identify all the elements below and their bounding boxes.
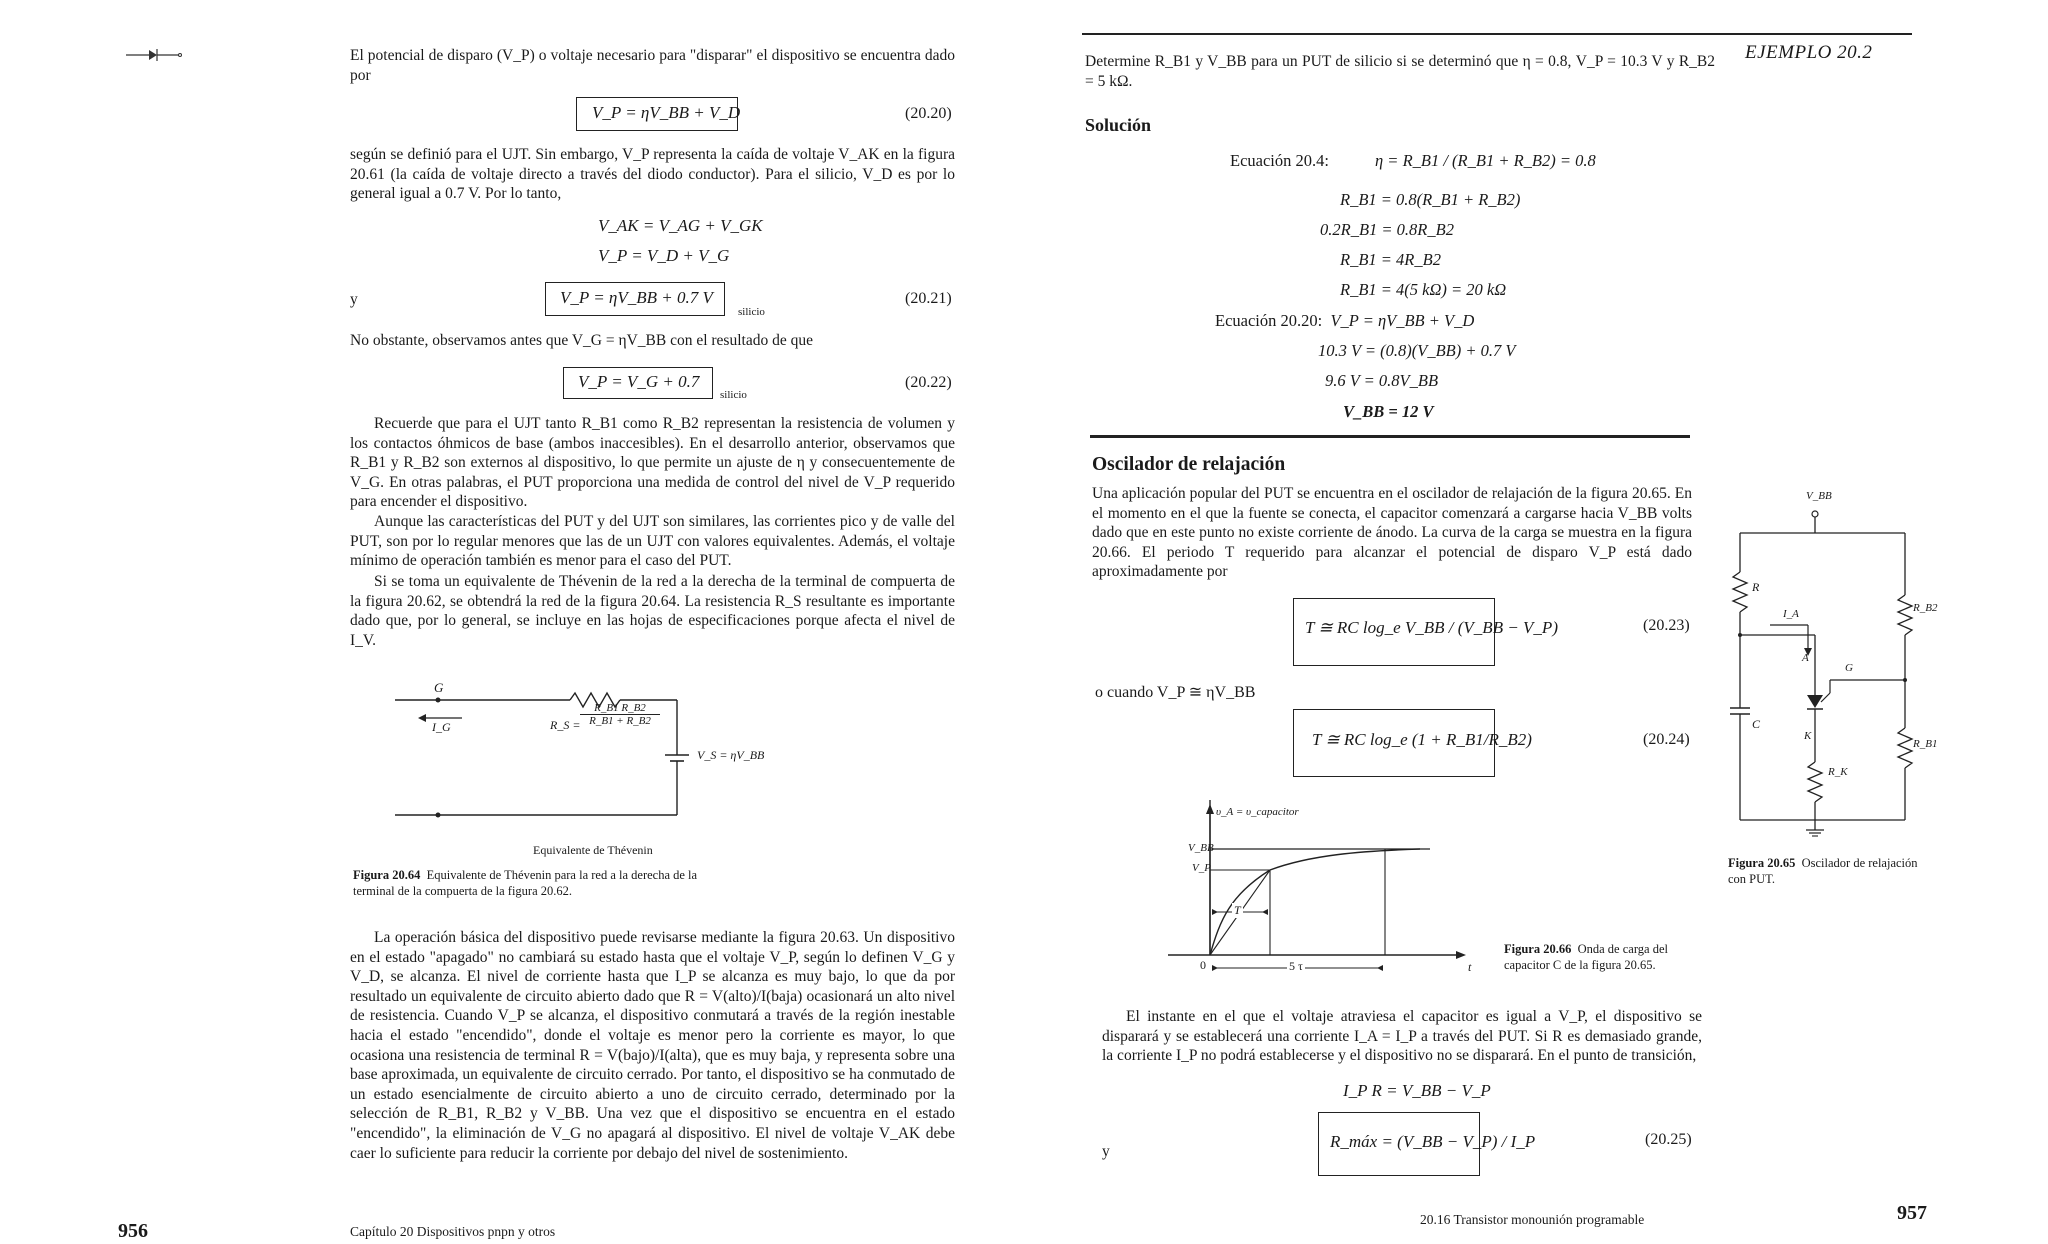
vbb-label: V_BB — [1806, 490, 1832, 502]
silicon-note: silicio — [720, 389, 747, 401]
capacitor-label: C — [1752, 717, 1761, 731]
paragraph-aunque: Aunque las características del PUT y del UJT son similares, las corrientes pico y de valle del PUT, son por lo regular menores que las de un UJT con valores equivalentes. Además, el voltaje mínimo de operación también es menor para el caso del PUT. — [350, 513, 955, 570]
rk-label: R_K — [1828, 766, 1848, 778]
ia-label: I_A — [1783, 608, 1799, 620]
equation-20-21: V_P = ηV_BB + 0.7 V — [560, 288, 713, 307]
equation-20-23: T ≅ RC log_e V_BB / (V_BB − V_P) — [1305, 618, 1558, 637]
solution-line-2: R_B1 = 0.8(R_B1 + R_B2) — [1340, 190, 1521, 209]
equation-number: (20.22) — [905, 374, 952, 391]
example-statement: Determine R_B1 y V_BB para un PUT de silicio si se determinó que η = 0.8, V_P = 10.3 V y R_B2 = 5 kΩ. — [1085, 53, 1715, 90]
figure-caption-label: Figura 20.66 — [1504, 942, 1572, 956]
page-number: 956 — [118, 1220, 148, 1242]
solution-line-label: Ecuación 20.20: — [1215, 311, 1323, 330]
five-tau-label: 5 τ — [1289, 959, 1303, 973]
put-relaxation-oscillator-diagram — [1720, 500, 1940, 840]
rb1-label: R_B1 — [1913, 738, 1938, 750]
diode-symbol-icon — [124, 40, 184, 70]
time-axis-label: t — [1468, 960, 1472, 974]
page-footer: Capítulo 20 Dispositivos pnpn y otros — [350, 1224, 556, 1239]
conjunction-y: y — [350, 291, 358, 308]
equation-vak: V_AK = V_AG + V_GK — [598, 216, 763, 235]
figure-caption — [1504, 941, 1704, 973]
rs-fraction — [580, 702, 660, 727]
vs-label: V_S = ηV_BB — [697, 748, 765, 762]
equation-20-25: R_máx = (V_BB − V_P) / I_P — [1330, 1132, 1536, 1151]
example-label: EJEMPLO 20.2 — [1745, 42, 1873, 63]
figure-caption-text: Onda de carga del capacitor C de la figura 20.65. — [1504, 942, 1668, 972]
solution-line-6 — [1215, 311, 1635, 331]
solution-line-3: 0.2R_B1 = 0.8R_B2 — [1320, 220, 1454, 239]
o-cuando-text: o cuando V_P ≅ ηV_BB — [1095, 684, 1256, 701]
equation-number: (20.21) — [905, 290, 952, 307]
section-title: Oscilador de relajación — [1092, 454, 1286, 475]
figure-caption-text: Oscilador de relajación con PUT. — [1728, 856, 1918, 886]
solution-line-8: 9.6 V = 0.8V_BB — [1325, 371, 1439, 390]
paragraph-recuerde: Recuerde que para el UJT tanto R_B1 como R_B2 representan la resistencia de volumen y los contactos óhmicos de base (ambos inaccesibles). En el desarrollo anterior, observamos que R_B1 y R_B2 son externos al dispositivo, lo que permite un ajuste de η y consecuentemente de V_G. En otras palabras, el PUT proporciona una medida de control del nivel de V_P requerido para encender el dispositivo. — [350, 415, 955, 511]
cathode-label: K — [1804, 730, 1812, 742]
equation-number: (20.20) — [905, 105, 952, 122]
period-label: T — [1234, 903, 1241, 917]
top-rule — [1082, 33, 1912, 35]
solution-line-7: 10.3 V = (0.8)(V_BB) + 0.7 V — [1318, 341, 1516, 360]
gate-current-label: I_G — [432, 720, 451, 734]
solution-line-9: V_BB = 12 V — [1343, 402, 1434, 421]
page-footer: 20.16 Transistor monounión programable — [1420, 1212, 1645, 1227]
equation-20-20: V_P = ηV_BB + V_D — [592, 103, 741, 122]
solution-line-expr: V_P = ηV_BB + V_D — [1330, 311, 1475, 330]
capacitor-charge-waveform — [1160, 800, 1480, 990]
equation-20-24: T ≅ RC log_e (1 + R_B1/R_B2) — [1312, 730, 1532, 749]
solution-line-4: R_B1 = 4R_B2 — [1340, 250, 1441, 269]
conjunction-y: y — [1102, 1143, 1110, 1160]
silicon-note: silicio — [738, 306, 765, 318]
rs-numerator: R_B1 R_B2 — [580, 702, 660, 715]
equation-number: (20.25) — [1645, 1131, 1692, 1148]
figure-caption-label: Figura 20.65 — [1728, 856, 1796, 870]
solution-line-5: R_B1 = 4(5 kΩ) = 20 kΩ — [1340, 280, 1507, 299]
r-label: R — [1752, 580, 1760, 594]
equation-20-22: V_P = V_G + 0.7 — [578, 372, 700, 391]
rs-denominator: R_B1 + R_B2 — [589, 715, 651, 727]
solution-line-expr: η = R_B1 / (R_B1 + R_B2) = 0.8 — [1375, 151, 1596, 170]
solution-heading: Solución — [1085, 115, 1152, 135]
equation-ipr: I_P R = V_BB − V_P — [1343, 1081, 1491, 1100]
figure-caption — [1728, 855, 1928, 887]
intro-paragraph: El potencial de disparo (V_P) o voltaje necesario para "disparar" el dispositivo se encuentra dado por — [350, 47, 955, 84]
paragraph-no-obstante: No obstante, observamos antes que V_G = ηV_BB con el resultado de que — [350, 332, 813, 349]
gate-label: G — [1845, 662, 1853, 674]
gate-label: G — [434, 680, 444, 695]
section-rule — [1090, 435, 1690, 438]
anode-label: A — [1802, 652, 1809, 664]
solution-line-label: Ecuación 20.4: — [1230, 151, 1329, 170]
equation-vp: V_P = V_D + V_G — [598, 246, 730, 265]
origin-label: 0 — [1200, 958, 1206, 972]
paragraph-segun: según se definió para el UJT. Sin embargo, V_P representa la caída de voltaje V_AK en la figura 20.61 (la caída de voltaje directo a través del diodo conductor). Para el silicio, V_D es por lo general igual a 0.7 V. Por lo tanto, — [350, 146, 955, 203]
equation-number: (20.24) — [1643, 731, 1690, 748]
paragraph-oscillator: Una aplicación popular del PUT se encuentra en el oscilador de relajación de la figura 20.65. En el momento en el que la fuente se conecta, el capacitor comenzará a cargarse hacia V_BB volts dado que en este punto no existe corriente de ánodo. La curva de la carga se muestra en la figura 20.66. El periodo T requerido para alcanzar el potencial de disparo V_P está dado aproximadamente por — [1092, 485, 1692, 581]
page-number: 957 — [1897, 1202, 1927, 1224]
figure-title: Equivalente de Thévenin — [533, 843, 653, 857]
rb2-label: R_B2 — [1913, 602, 1938, 614]
paragraph-thevenin: Si se toma un equivalente de Thévenin de la red a la derecha de la terminal de compuerta de la figura 20.62, se obtendrá la red de la figura 20.64. La resistencia R_S resultante es importante dado que, por lo general, se incluye en las hojas de especificaciones porque afecta el nivel de I_V. — [350, 573, 955, 649]
equation-number: (20.23) — [1643, 617, 1690, 634]
vp-level-label: V_P — [1192, 862, 1211, 874]
vbb-level-label: V_BB — [1188, 842, 1214, 854]
rs-label: R_S = — [550, 718, 581, 732]
solution-line-1 — [1230, 148, 1650, 188]
paragraph-operacion: La operación básica del dispositivo puede revisarse mediante la figura 20.63. Un dispositivo en el estado "apagado" no cambiará su estado hasta que el voltaje V_P, según lo definen V_G y V_D, se alcanza. El nivel de corriente hasta que I_P se alcanza es muy bajo, lo que da por resultado un equivalente de circuito abierto dado que R = V(alto)/I(baja) ocasionará un alto nivel de resistencia. Cuando V_P se alcanza, el dispositivo conmutará a través de la región inestable hacia el estado "encendido", donde el voltaje es menor pero la corriente es mayor, lo que ocasiona una resistencia de terminal R = V(bajo)/I(alta), que es muy baja, y representa sobre una base aproximada, un equivalente de circuito cerrado. Por tanto, el dispositivo se ha conmutado de un estado esencialmente de circuito abierto a uno de circuito cerrado, determinado por la selección de R_B1, R_B2 y V_BB. Una vez que el dispositivo se encuentra en el estado "encendido", la eliminación de V_G no apagará al dispositivo. El nivel de voltaje V_AK debe caer lo suficiente para reducir la corriente por debajo del nivel de sostenimiento. — [350, 929, 955, 1162]
figure-caption-label: Figura 20.64 — [353, 868, 421, 882]
figure-caption — [353, 867, 713, 899]
paragraph-instante: El instante en el que el voltaje atraviesa el capacitor es igual a V_P, el dispositivo se disparará y se establecerá una corriente I_A = I_P a través del PUT. Si R es demasiado grande, la corriente I_P no podrá establecerse y el dispositivo no se disparará. En el punto de transición, — [1102, 1008, 1702, 1065]
figure-caption-text: Equivalente de Thévenin para la red a la derecha de la terminal de la compuerta de la figura 20.62. — [353, 868, 698, 898]
va-axis-label: υ_A = υ_capacitor — [1216, 806, 1299, 818]
